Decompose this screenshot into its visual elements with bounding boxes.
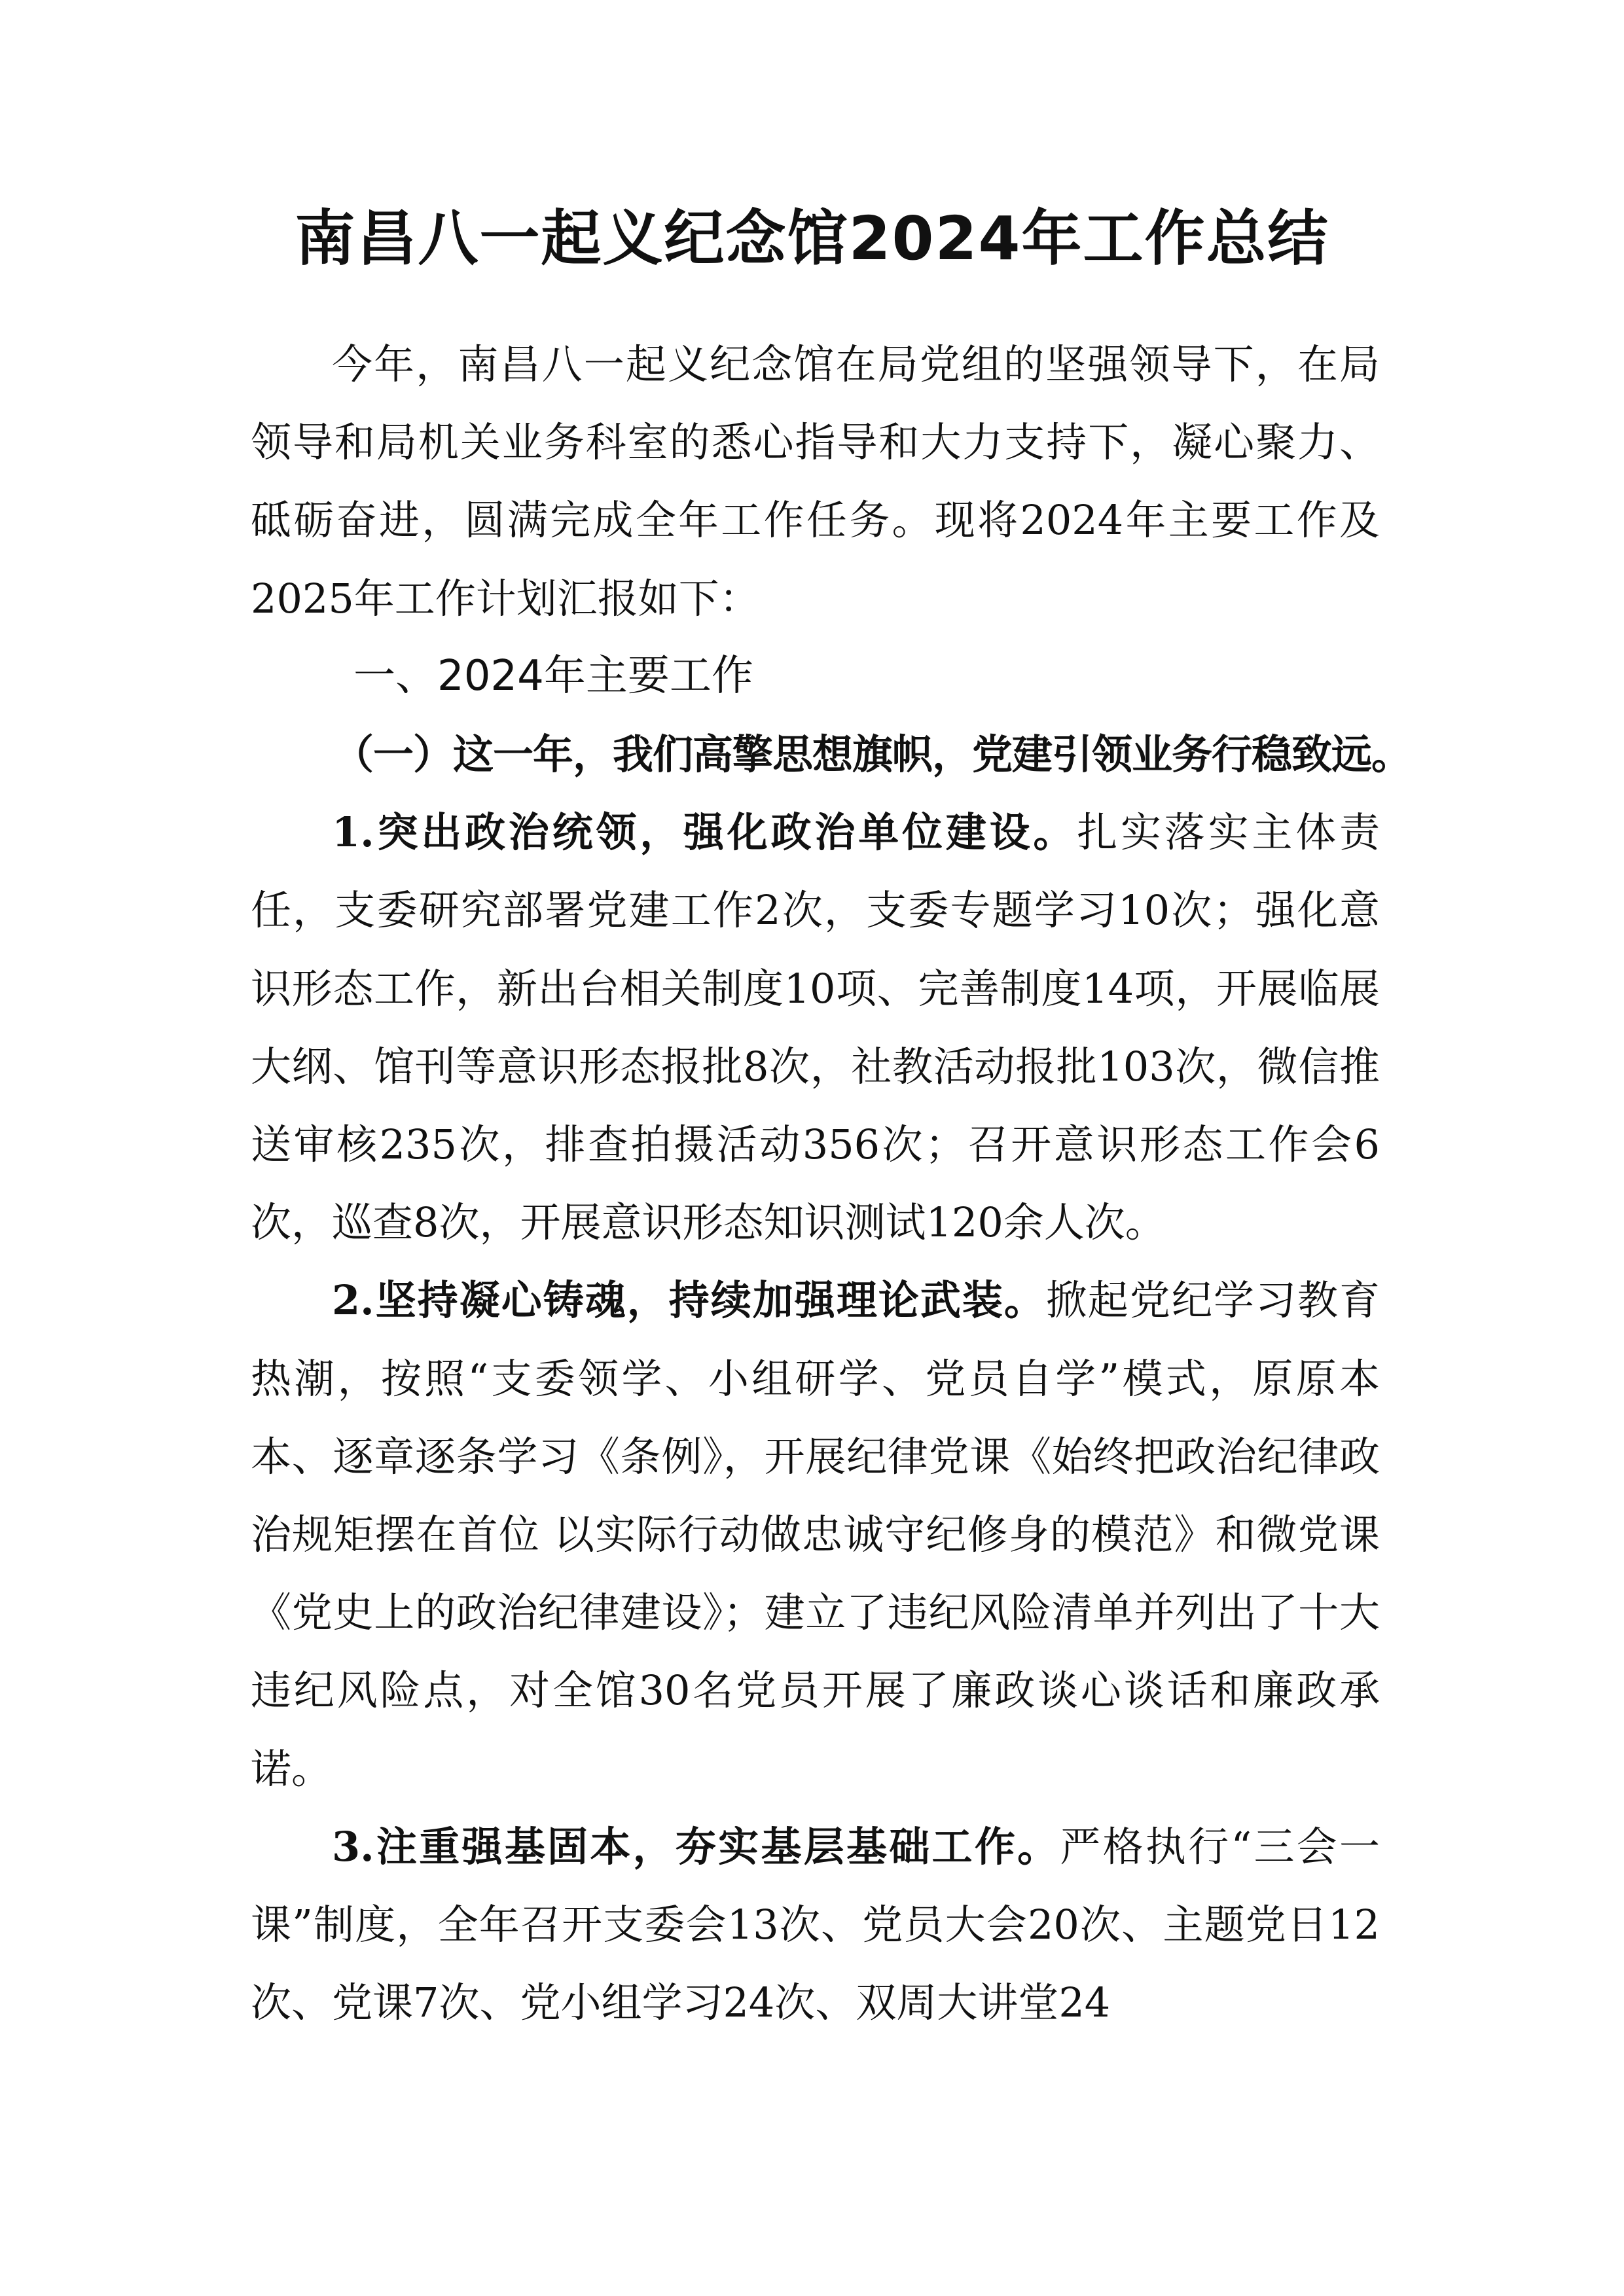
- section-heading: 一、2024年主要工作: [353, 651, 753, 700]
- intro-paragraph: 今年，南昌八一起义纪念馆在局党组的坚强领导下，在局领导和局机关业务科室的悉心指导和大力支持下，凝心聚力、砥砺奋进，圆满完成全年工作任务。现将2024年主要工作及2025年工作计划汇报如下：: [251, 340, 1380, 622]
- document-title: 南昌八一起义纪念馆2024年工作总结: [295, 204, 1329, 274]
- item-paragraph-1: [251, 793, 1380, 1261]
- item-paragraph-3: [251, 1808, 1380, 2042]
- item-text: 扎实落实主体责任，支委研究部署党建工作2次，支委专题学习10次；强化意识形态工作，新出台相关制度10项、完善制度14项，开展临展大纲、馆刊等意识形态报批8次，社教活动报批103次，微信推送审核235次，排查拍摄活动356次；召开意识形态工作会6次，巡查8次，开展意识形态知识测试120余人次。: [251, 808, 1380, 1247]
- item-lead: 3.注重强基固本，夯实基层基础工作。: [332, 1822, 1060, 1871]
- subsection-heading: （一）这一年，我们高擎思想旗帜，党建引领业务行稳致远。: [333, 730, 1412, 779]
- item-paragraph-2: [251, 1261, 1380, 1807]
- item-lead: 1.突出政治统领，强化政治单位建设。: [332, 808, 1077, 857]
- item-lead: 2.坚持凝心铸魂，持续加强理论武装。: [332, 1276, 1046, 1325]
- item-text: 严格执行“三会一课”制度，全年召开支委会13次、党员大会20次、主题党日12次、党课7次、党小组学习24次、双周大讲堂24: [251, 1822, 1380, 2027]
- document-body: [251, 325, 1412, 2041]
- item-text: 掀起党纪学习教育热潮，按照“支委领学、小组研学、党员自学”模式，原原本本、逐章逐条学习《条例》，开展纪律党课《始终把政治纪律政治规矩摆在首位 以实际行动做忠诚守纪修身的模范》和微党课《党史上的政治纪律建设》；建立了违纪风险清单并列出了十大违纪风险点，对全馆30名党员开展了廉政谈心谈话和廉政承诺。: [251, 1276, 1380, 1793]
